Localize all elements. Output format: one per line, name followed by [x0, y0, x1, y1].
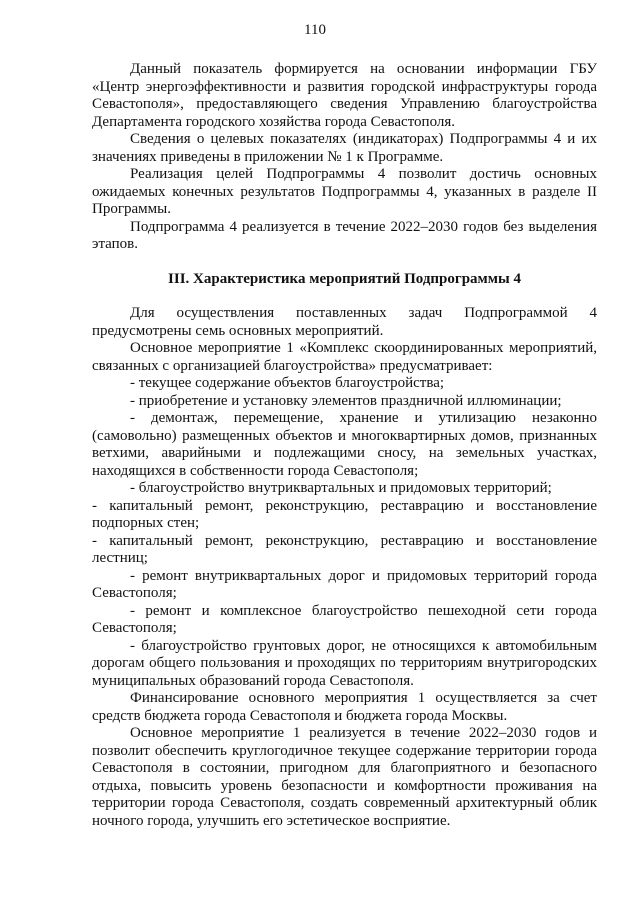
paragraph: Реализация целей Подпрограммы 4 позволит достичь основных ожидаемых конечных результатов Подпрограммы 4, указанных в разделе II Программы. — [92, 166, 597, 217]
list-item: - приобретение и установку элементов праздничной иллюминации; — [130, 392, 562, 409]
paragraph: Основное мероприятие 1 «Комплекс скоординированных мероприятий, связанных с организацией благоустройства» предусматривает: — [92, 340, 597, 374]
list-item: - благоустройство внутриквартальных и придомовых территорий; — [130, 480, 552, 496]
list-item: - ремонт внутриквартальных дорог и придомовых территорий города Севастополя; — [92, 567, 597, 601]
list-item: - благоустройство грунтовых дорог, не относящихся к автомобильным дорогам общего пользования и проходящих по территориям внутригородских муниципальных образований города Севастополя. — [92, 637, 597, 689]
list-item: - ремонт и комплексное благоустройство пешеходной сети города Севастополя; — [92, 602, 597, 636]
list-item: - капитальный ремонт, реконструкцию, реставрацию и восстановление подпорных стен; — [92, 497, 597, 531]
paragraph: Для осуществления поставленных задач Подпрограммой 4 предусмотрены семь основных мероприятий. — [92, 305, 597, 339]
paragraph: Подпрограмма 4 реализуется в течение 2022–2030 годов без выделения этапов. — [92, 218, 597, 252]
page-number: 110 — [304, 22, 326, 38]
section-heading: III. Характеристика мероприятий Подпрограммы 4 — [168, 270, 521, 287]
list-item: - демонтаж, перемещение, хранение и утилизацию незаконно (самовольно) размещенных объектов и многоквартирных домов, признанных ветхими, аварийными и подлежащими сносу, на земельных участках, находящихся в собственности города Севастополя; — [92, 410, 597, 479]
document-body — [92, 61, 597, 830]
paragraph: Основное мероприятие 1 реализуется в течение 2022–2030 годов и позволит обеспечить круглогодичное текущее содержание территории города Севастополя в состоянии, пригодном для благоприятного и безопасного отдыха, повысить уровень безопасности и комфортности проживания на территории города Севастополя, создать современный архитектурный облик ночного города, улучшить его эстетическое восприятие. — [92, 725, 597, 829]
paragraph: Данный показатель формируется на основании информации ГБУ «Центр энергоэффективности и развития городской инфраструктуры города Севастополя», предоставляющего сведения Управлению благоустройства Департамента городского хозяйства города Севастополя. — [92, 61, 597, 130]
list-item: - капитальный ремонт, реконструкцию, реставрацию и восстановление лестниц; — [92, 532, 597, 566]
paragraph: Сведения о целевых показателях (индикаторах) Подпрограммы 4 и их значениях приведены в приложении № 1 к Программе. — [92, 131, 597, 165]
list-item: - текущее содержание объектов благоустройства; — [130, 375, 445, 391]
paragraph: Финансирование основного мероприятия 1 осуществляется за счет средств бюджета города Севастополя и бюджета города Москвы. — [92, 690, 597, 724]
